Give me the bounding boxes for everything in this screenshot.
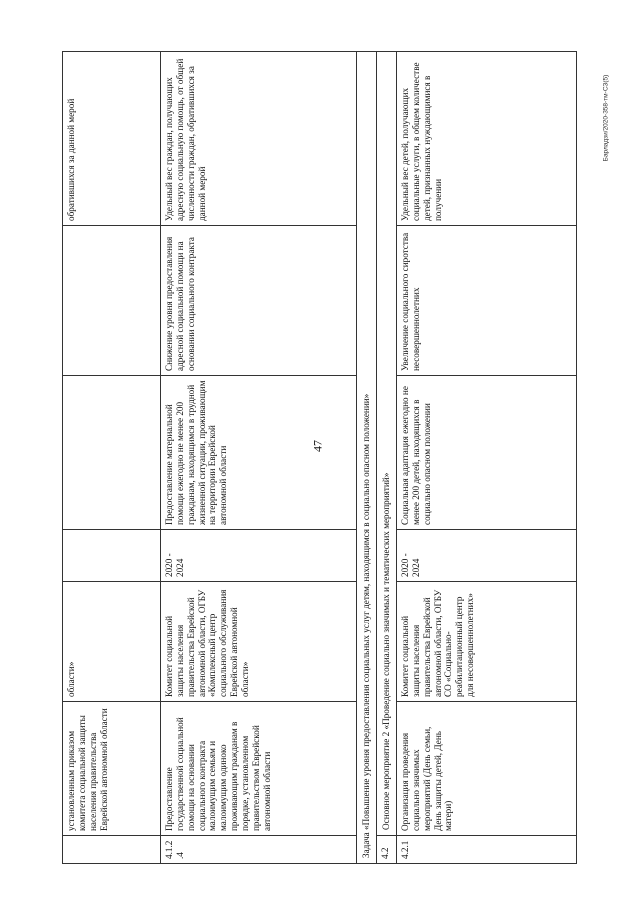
cell-number: 4.2.1 <box>397 836 577 864</box>
cell-indicator: обратившихся за данной мерой <box>63 52 161 226</box>
cell-expected-result: Предоставление материальной помощи ежегодно не менее 200 гражданам, находящимся в трудной жизненной ситуации, проживающим на территории Еврейской автономной области <box>161 376 357 530</box>
task-heading: Задача «Повышение уровня предоставления социальных услуг детям, находящимся в социально опасном положении» <box>357 52 377 864</box>
cell-consequences: Увеличение социального сиротства несовершеннолетних <box>397 226 577 376</box>
cell-number: 4.1.2.4 <box>161 836 357 864</box>
table-row-task <box>357 52 377 864</box>
main-measure-heading: Основное мероприятие 2 «Проведение социально значимых и тематических мероприятий» <box>377 52 397 836</box>
table-row-4-2-1 <box>397 52 577 864</box>
table-row-4-1-2-4 <box>161 52 357 864</box>
cell-executor: Комитет социальной защиты населения правительства Еврейской автономной области, ОГБУ «Комплексный центр социального обслуживания Еврейской автономной области» <box>161 582 357 702</box>
program-measures-table <box>62 51 577 864</box>
cell-period: 2020 - 2024 <box>161 530 357 582</box>
cell-expected-result <box>63 376 161 530</box>
cell-executor: области» <box>63 582 161 702</box>
program-measures-table-container <box>62 52 612 864</box>
document-footer-code: Барладзи/2020-358-тм-СЗ(5) <box>602 74 610 162</box>
cell-consequences: Снижение уровня предоставления адресной социальной помощи на основании социального контракта <box>161 226 357 376</box>
page-number: 47 <box>310 440 325 452</box>
table-row-main-measure-4-2 <box>377 52 397 864</box>
cell-period <box>63 530 161 582</box>
rotated-page-area <box>62 52 612 864</box>
cell-indicator: Удельный вес детей, получающих социальные услуги, в общем количестве детей, признанных нуждающимися в получении <box>397 52 577 226</box>
cell-measure-name: установленным приказом комитета социальной защиты населения правительства Еврейской автономной области <box>63 702 161 836</box>
cell-measure-name: Организация проведения социально значимых мероприятий (День семьи, День защиты детей, День матери) <box>397 702 577 836</box>
cell-consequences <box>63 226 161 376</box>
cell-indicator: Удельный вес граждан, получающих адресную социальную помощь, от общей численности граждан, обратившихся за данной мерой <box>161 52 357 226</box>
cell-executor: Комитет социальной защиты населения правительства Еврейской автономной области, ОГБУ СО «Социально-реабилитационный центр для несовершеннолетних» <box>397 582 577 702</box>
table-row-continuation <box>63 52 161 864</box>
cell-measure-name: Предоставление государственной социальной помощи на основании социального контракта малоимущим семьям и малоимущим одиноко проживающим гражданам в порядке, установленном правительством Еврейской автономной области <box>161 702 357 836</box>
cell-number <box>63 836 161 864</box>
cell-number: 4.2 <box>377 836 397 864</box>
cell-period: 2020 - 2024 <box>397 530 577 582</box>
cell-expected-result: Социальная адаптация ежегодно не менее 200 детей, находящихся в социально опасном положении <box>397 376 577 530</box>
